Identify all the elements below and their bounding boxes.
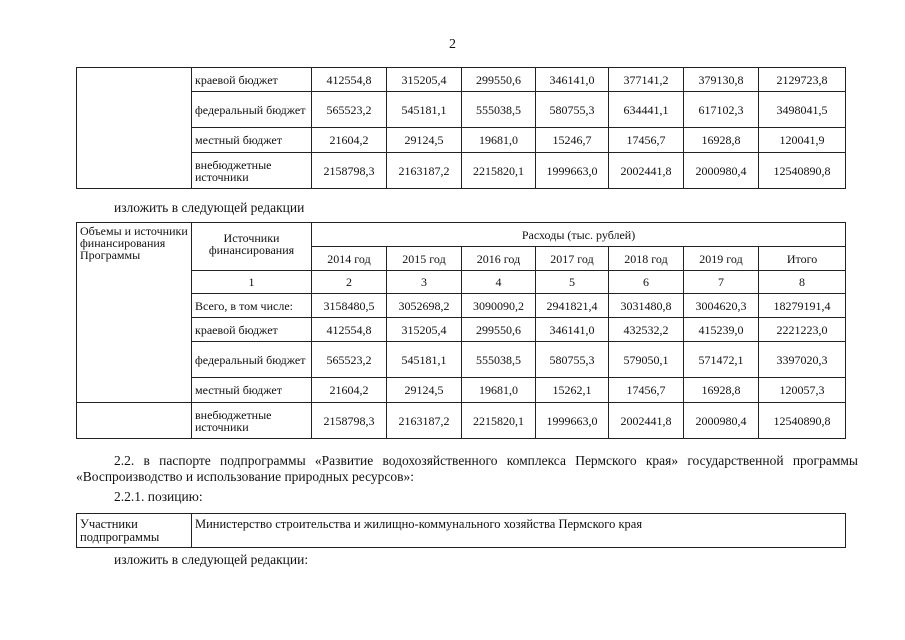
value-cell: 2000980,4 <box>684 153 759 189</box>
year-header: 2015 год <box>387 247 462 271</box>
value-cell: 617102,3 <box>684 92 759 128</box>
row-label: внебюджетные источники <box>192 403 312 439</box>
table-row <box>77 378 846 403</box>
value-cell: 21604,2 <box>312 128 387 153</box>
value-cell: 2129723,8 <box>759 68 846 92</box>
row-label: Всего, в том числе: <box>192 294 312 318</box>
column-number: 2 <box>312 271 387 294</box>
value-cell: 299550,6 <box>462 318 536 342</box>
table-row <box>77 294 846 318</box>
value-cell: 3158480,5 <box>312 294 387 318</box>
value-cell: 2215820,1 <box>462 403 536 439</box>
replace-instruction: изложить в следующей редакции <box>114 200 305 215</box>
column-number: 4 <box>462 271 536 294</box>
participants-label: Участники подпрограммы <box>77 514 192 548</box>
value-cell: 634441,1 <box>609 92 684 128</box>
value-cell: 17456,7 <box>609 378 684 403</box>
value-cell: 3498041,5 <box>759 92 846 128</box>
table-row <box>77 68 846 92</box>
value-cell: 3052698,2 <box>387 294 462 318</box>
value-cell: 571472,1 <box>684 342 759 378</box>
expenses-header: Расходы (тыс. рублей) <box>312 223 846 247</box>
old-financing-table <box>76 67 846 189</box>
year-header: 2017 год <box>536 247 609 271</box>
new-financing-table <box>76 222 846 439</box>
value-cell: 377141,2 <box>609 68 684 92</box>
value-cell: 29124,5 <box>387 378 462 403</box>
value-cell: 315205,4 <box>387 318 462 342</box>
value-cell: 2002441,8 <box>609 403 684 439</box>
value-cell: 579050,1 <box>609 342 684 378</box>
empty-cell <box>77 403 192 439</box>
page-number: 2 <box>449 37 456 52</box>
value-cell: 12540890,8 <box>759 403 846 439</box>
value-cell: 29124,5 <box>387 128 462 153</box>
value-cell: 415239,0 <box>684 318 759 342</box>
value-cell: 18279191,4 <box>759 294 846 318</box>
value-cell: 299550,6 <box>462 68 536 92</box>
row-label: федеральный бюджет <box>192 92 312 128</box>
value-cell: 565523,2 <box>312 342 387 378</box>
table-row <box>77 514 846 548</box>
value-cell: 19681,0 <box>462 128 536 153</box>
value-cell: 120041,9 <box>759 128 846 153</box>
year-header: 2016 год <box>462 247 536 271</box>
row-label: местный бюджет <box>192 378 312 403</box>
value-cell: 346141,0 <box>536 68 609 92</box>
value-cell: 412554,8 <box>312 318 387 342</box>
value-cell: 346141,0 <box>536 318 609 342</box>
paragraph-2-2-1: 2.2.1. позицию: <box>114 489 203 504</box>
year-header: 2019 год <box>684 247 759 271</box>
source-header: Источники финансирования <box>192 223 312 271</box>
table-row <box>77 153 846 189</box>
value-cell: 17456,7 <box>609 128 684 153</box>
value-cell: 580755,3 <box>536 342 609 378</box>
year-header: 2018 год <box>609 247 684 271</box>
row-label: внебюджетные источники <box>192 153 312 189</box>
column-number: 5 <box>536 271 609 294</box>
table-row <box>77 128 846 153</box>
participants-value: Министерство строительства и жилищно-коммунального хозяйства Пермского края <box>192 514 846 548</box>
table-row <box>77 342 846 378</box>
column-number: 6 <box>609 271 684 294</box>
value-cell: 12540890,8 <box>759 153 846 189</box>
value-cell: 2221223,0 <box>759 318 846 342</box>
table-row <box>77 92 846 128</box>
value-cell: 555038,5 <box>462 92 536 128</box>
participants-table <box>76 513 846 548</box>
value-cell: 2158798,3 <box>312 403 387 439</box>
value-cell: 555038,5 <box>462 342 536 378</box>
empty-cell <box>77 68 192 189</box>
value-cell: 16928,8 <box>684 378 759 403</box>
value-cell: 3031480,8 <box>609 294 684 318</box>
table-row <box>77 318 846 342</box>
column-number: 1 <box>192 271 312 294</box>
value-cell: 565523,2 <box>312 92 387 128</box>
program-financing-label: Объемы и источники финансирования Программы <box>77 223 192 403</box>
value-cell: 1999663,0 <box>536 403 609 439</box>
value-cell: 3090090,2 <box>462 294 536 318</box>
value-cell: 545181,1 <box>387 92 462 128</box>
value-cell: 3004620,3 <box>684 294 759 318</box>
value-cell: 545181,1 <box>387 342 462 378</box>
replace-instruction: изложить в следующей редакции: <box>114 552 309 567</box>
value-cell: 379130,8 <box>684 68 759 92</box>
value-cell: 2002441,8 <box>609 153 684 189</box>
column-number: 8 <box>759 271 846 294</box>
value-cell: 19681,0 <box>462 378 536 403</box>
row-label: федеральный бюджет <box>192 342 312 378</box>
value-cell: 16928,8 <box>684 128 759 153</box>
row-label: краевой бюджет <box>192 68 312 92</box>
value-cell: 15246,7 <box>536 128 609 153</box>
value-cell: 2163187,2 <box>387 153 462 189</box>
paragraph-2-2: 2.2. в паспорте подпрограммы «Развитие водохозяйственного комплекса Пермского края» государственной программы «Воспроизводство и использование природных ресурсов»: <box>76 453 858 484</box>
table-row <box>77 403 846 439</box>
row-label: местный бюджет <box>192 128 312 153</box>
value-cell: 2163187,2 <box>387 403 462 439</box>
value-cell: 21604,2 <box>312 378 387 403</box>
value-cell: 2000980,4 <box>684 403 759 439</box>
year-header: 2014 год <box>312 247 387 271</box>
row-label: краевой бюджет <box>192 318 312 342</box>
value-cell: 2158798,3 <box>312 153 387 189</box>
value-cell: 2941821,4 <box>536 294 609 318</box>
value-cell: 1999663,0 <box>536 153 609 189</box>
value-cell: 412554,8 <box>312 68 387 92</box>
value-cell: 315205,4 <box>387 68 462 92</box>
total-header: Итого <box>759 247 846 271</box>
value-cell: 580755,3 <box>536 92 609 128</box>
column-number: 7 <box>684 271 759 294</box>
value-cell: 3397020,3 <box>759 342 846 378</box>
value-cell: 2215820,1 <box>462 153 536 189</box>
column-numbers-row <box>77 271 846 294</box>
value-cell: 432532,2 <box>609 318 684 342</box>
header-row <box>77 223 846 247</box>
value-cell: 120057,3 <box>759 378 846 403</box>
value-cell: 15262,1 <box>536 378 609 403</box>
column-number: 3 <box>387 271 462 294</box>
